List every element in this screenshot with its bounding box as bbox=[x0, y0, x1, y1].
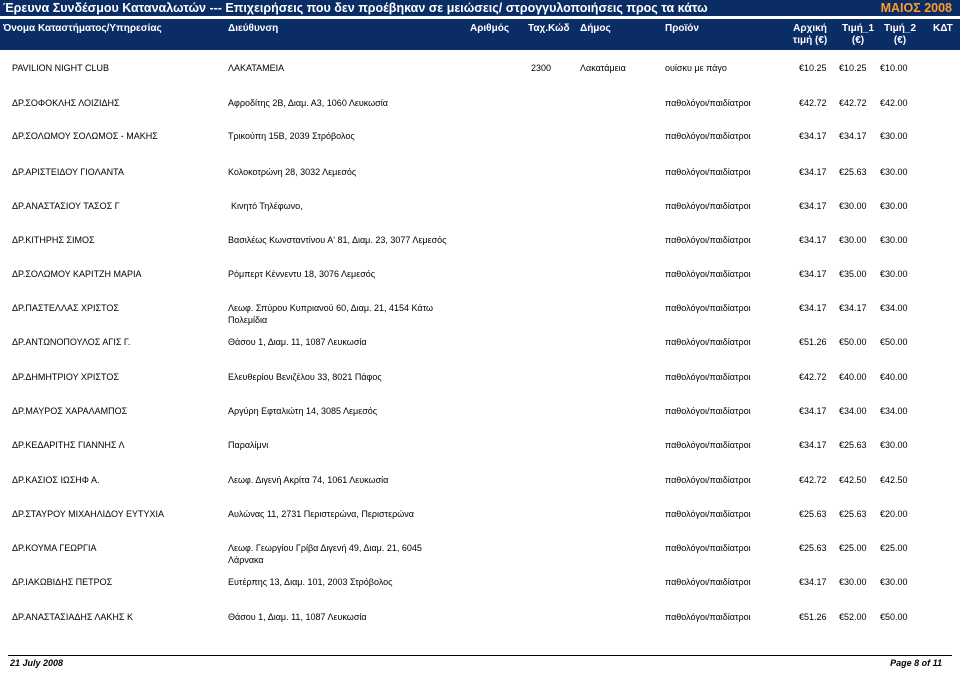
row-price1: €40.00 bbox=[839, 372, 867, 382]
row-name: ΔΡ.ΜΑΥΡΟΣ ΧΑΡΑΛΑΜΠΟΣ bbox=[12, 406, 128, 416]
footer-date: 21 July 2008 bbox=[10, 658, 64, 668]
row-name: ΔΡ.ΚΟΥΜΑ ΓΕΩΡΓΙΑ bbox=[12, 543, 97, 553]
row-product: παθολόγοι/παιδίατροι bbox=[665, 406, 751, 416]
row-address: Αργύρη Εφταλιώτη 14, 3085 Λεμεσός bbox=[228, 406, 378, 416]
row-name: ΔΡ.ΑΝΤΩΝΟΠΟΥΛΟΣ ΑΓΙΣ Γ. bbox=[12, 337, 131, 347]
row-price2: €30.00 bbox=[880, 235, 908, 245]
row-price2: €30.00 bbox=[880, 167, 908, 177]
row-product: παθολόγοι/παιδίατροι bbox=[665, 543, 751, 553]
row-product: παθολόγοι/παιδίατροι bbox=[665, 372, 751, 382]
header-name: Όνομα Καταστήματος/Υπηρεσίας bbox=[3, 23, 162, 34]
row-price2: €20.00 bbox=[880, 509, 908, 519]
row-address: ΛΑΚΑΤΑΜΕΙΑ bbox=[228, 63, 285, 73]
row-price1: €52.00 bbox=[839, 612, 867, 622]
row-product: ουίσκυ με πάγο bbox=[665, 63, 727, 73]
row-price1: €30.00 bbox=[839, 201, 867, 211]
row-address: Τρικούπη 15Β, 2039 Στρόβολος bbox=[228, 131, 355, 141]
row-product: παθολόγοι/παιδίατροι bbox=[665, 131, 751, 141]
row-name: ΔΡ.ΚΙΤΗΡΗΣ ΣΙΜΟΣ bbox=[12, 235, 95, 245]
row-initial-price: €51.26 bbox=[799, 337, 827, 347]
row-address: Παραλίμνι bbox=[228, 440, 269, 450]
row-price1: €10.25 bbox=[839, 63, 867, 73]
row-price1: €35.00 bbox=[839, 269, 867, 279]
row-initial-price: €34.17 bbox=[799, 131, 827, 141]
row-name: ΔΡ.ΣΟΛΩΜΟΥ ΣΟΛΩΜΟΣ - ΜΑΚΗΣ bbox=[12, 131, 158, 141]
row-price2: €50.00 bbox=[880, 612, 908, 622]
row-product: παθολόγοι/παιδίατροι bbox=[665, 303, 751, 313]
row-initial-price: €42.72 bbox=[799, 372, 827, 382]
row-product: παθολόγοι/παιδίατροι bbox=[665, 98, 751, 108]
row-address: Ρόμπερτ Κέννεντυ 18, 3076 Λεμεσός bbox=[228, 269, 376, 279]
row-price1: €25.63 bbox=[839, 509, 867, 519]
header-price2 bbox=[880, 23, 920, 47]
row-name: ΔΡ.ΣΤΑΥΡΟΥ ΜΙΧΑΗΛΙΔΟΥ ΕΥΤΥΧΙΑ bbox=[12, 509, 165, 519]
row-initial-price: €25.63 bbox=[799, 509, 827, 519]
row-price1: €25.63 bbox=[839, 167, 867, 177]
row-price2: €42.00 bbox=[880, 98, 908, 108]
row-price2: €30.00 bbox=[880, 131, 908, 141]
row-name: ΔΡ.ΚΕΔΑΡΙΤΗΣ ΓΙΑΝΝΗΣ Λ bbox=[12, 440, 125, 450]
row-initial-price: €34.17 bbox=[799, 201, 827, 211]
row-name: ΔΡ.ΣΟΦΟΚΛΗΣ ΛΟΙΖΙΔΗΣ bbox=[12, 98, 120, 108]
header-price2-line1: Τιμή_2 bbox=[883, 23, 917, 34]
header-product: Προϊόν bbox=[665, 23, 699, 34]
footer-page-number: Page 8 of 11 bbox=[890, 658, 942, 668]
row-initial-price: €34.17 bbox=[799, 440, 827, 450]
row-address: Κολοκοτρώνη 28, 3032 Λεμεσός bbox=[228, 167, 357, 177]
row-product: παθολόγοι/παιδίατροι bbox=[665, 440, 751, 450]
header-initial-price bbox=[790, 23, 830, 47]
row-product: παθολόγοι/παιδίατροι bbox=[665, 269, 751, 279]
row-address: Βασιλέως Κωνσταντίνου Α' 81, Διαμ. 23, 3077 Λεμεσός bbox=[228, 235, 447, 245]
row-address: Κινητό Τηλέφωνο, bbox=[231, 201, 303, 211]
row-address: Λεωφ. Σπύρου Κυπριανού 60, Διαμ. 21, 4154 Κάτω Πολεμίδια bbox=[228, 303, 434, 325]
row-price2: €30.00 bbox=[880, 269, 908, 279]
row-price1: €30.00 bbox=[839, 235, 867, 245]
header-kdt: ΚΔΤ bbox=[933, 23, 953, 34]
row-price1: €25.00 bbox=[839, 543, 867, 553]
report-title-bar bbox=[0, 0, 960, 16]
header-number: Αριθμός bbox=[470, 23, 510, 34]
row-initial-price: €34.17 bbox=[799, 406, 827, 416]
row-initial-price: €42.72 bbox=[799, 475, 827, 485]
row-initial-price: €34.17 bbox=[799, 235, 827, 245]
row-address: Θάσου 1, Διαμ. 11, 1087 Λευκωσία bbox=[228, 337, 367, 347]
row-product: παθολόγοι/παιδίατροι bbox=[665, 337, 751, 347]
row-price1: €30.00 bbox=[839, 577, 867, 587]
header-price2-line2: (€) bbox=[893, 35, 907, 46]
row-price2: €25.00 bbox=[880, 543, 908, 553]
row-product: παθολόγοι/παιδίατροι bbox=[665, 235, 751, 245]
row-product: παθολόγοι/παιδίατροι bbox=[665, 167, 751, 177]
row-price1: €50.00 bbox=[839, 337, 867, 347]
row-name: ΔΡ.ΣΟΛΩΜΟΥ ΚΑΡΙΤΖΗ ΜΑΡΙΑ bbox=[12, 269, 142, 279]
row-price1: €34.17 bbox=[839, 303, 867, 313]
row-name: ΔΡ.ΑΡΙΣΤΕΙΔΟΥ ΓΙΟΛΑΝΤΑ bbox=[12, 167, 124, 177]
report-period: ΜΑΙΟΣ 2008 bbox=[880, 1, 952, 15]
row-postcode: 2300 bbox=[531, 63, 552, 73]
row-price2: €30.00 bbox=[880, 201, 908, 211]
row-initial-price: €34.17 bbox=[799, 303, 827, 313]
header-initial-price-line1: Αρχική bbox=[793, 23, 827, 34]
row-initial-price: €42.72 bbox=[799, 98, 827, 108]
row-address: Ελευθερίου Βενιζέλου 33, 8021 Πάφος bbox=[228, 372, 382, 382]
row-price2: €34.00 bbox=[880, 303, 908, 313]
header-postcode: Ταχ.Κώδ bbox=[528, 23, 570, 34]
row-price2: €34.00 bbox=[880, 406, 908, 416]
row-price2: €40.00 bbox=[880, 372, 908, 382]
row-price2: €30.00 bbox=[880, 440, 908, 450]
row-product: παθολόγοι/παιδίατροι bbox=[665, 201, 751, 211]
row-address: Λεωφ. Διγενή Ακρίτα 74, 1061 Λευκωσία bbox=[228, 475, 389, 485]
row-initial-price: €34.17 bbox=[799, 577, 827, 587]
row-address: Λεωφ. Γεωργίου Γρίβα Διγενή 49, Διαμ. 21, 6045 Λάρνακα bbox=[228, 543, 422, 565]
row-price2: €30.00 bbox=[880, 577, 908, 587]
row-initial-price: €51.26 bbox=[799, 612, 827, 622]
row-price1: €34.17 bbox=[839, 131, 867, 141]
header-initial-price-line2: τιμή (€) bbox=[792, 35, 828, 46]
header-municipality: Δήμος bbox=[580, 23, 611, 34]
row-price1: €34.00 bbox=[839, 406, 867, 416]
row-initial-price: €10.25 bbox=[799, 63, 827, 73]
row-price1: €42.50 bbox=[839, 475, 867, 485]
report-title: Έρευνα Συνδέσμου Καταναλωτών --- Επιχειρήσεις που δεν προέβηκαν σε μειώσεις/ στρογγυλοποιήσεις προς τα κάτω bbox=[3, 1, 708, 15]
header-price1-line2: (€) bbox=[851, 35, 865, 46]
row-product: παθολόγοι/παιδίατροι bbox=[665, 612, 751, 622]
row-name: ΔΡ.ΑΝΑΣΤΑΣΙΟΥ ΤΑΣΟΣ Γ bbox=[12, 201, 120, 211]
row-price2: €50.00 bbox=[880, 337, 908, 347]
row-initial-price: €34.17 bbox=[799, 269, 827, 279]
row-price2: €42.50 bbox=[880, 475, 908, 485]
row-name: ΔΡ.ΙΑΚΩΒΙΔΗΣ ΠΕΤΡΟΣ bbox=[12, 577, 113, 587]
row-initial-price: €25.63 bbox=[799, 543, 827, 553]
row-product: παθολόγοι/παιδίατροι bbox=[665, 577, 751, 587]
row-name: ΔΡ.ΔΗΜΗΤΡΙΟΥ ΧΡΙΣΤΟΣ bbox=[12, 372, 119, 382]
row-address: Αφροδίτης 2Β, Διαμ. Α3, 1060 Λευκωσία bbox=[228, 98, 388, 108]
row-price2: €10.00 bbox=[880, 63, 908, 73]
header-price1 bbox=[838, 23, 878, 47]
row-name: ΔΡ.ΠΑΣΤΕΛΛΑΣ ΧΡΙΣΤΟΣ bbox=[12, 303, 119, 313]
row-name: ΔΡ.ΑΝΑΣΤΑΣΙΑΔΗΣ ΛΑΚΗΣ Κ bbox=[12, 612, 133, 622]
row-municipality: Λακατάμεια bbox=[580, 63, 626, 73]
footer-divider bbox=[8, 655, 952, 656]
row-product: παθολόγοι/παιδίατροι bbox=[665, 475, 751, 485]
row-address: Αυλώνας 11, 2731 Περιστερώνα, Περιστερώνα bbox=[228, 509, 414, 519]
row-address: Θάσου 1, Διαμ. 11, 1087 Λευκωσία bbox=[228, 612, 367, 622]
header-address: Διεύθυνση bbox=[228, 23, 279, 34]
row-address: Ευτέρπης 13, Διαμ. 101, 2003 Στρόβολος bbox=[228, 577, 393, 587]
table-header bbox=[0, 19, 960, 50]
header-price1-line1: Τιμή_1 bbox=[841, 23, 875, 34]
row-name: PAVILION NIGHT CLUB bbox=[12, 63, 110, 73]
row-initial-price: €34.17 bbox=[799, 167, 827, 177]
row-price1: €25.63 bbox=[839, 440, 867, 450]
row-product: παθολόγοι/παιδίατροι bbox=[665, 509, 751, 519]
row-name: ΔΡ.ΚΑΣΙΟΣ ΙΩΣΗΦ Α. bbox=[12, 475, 100, 485]
row-price1: €42.72 bbox=[839, 98, 867, 108]
